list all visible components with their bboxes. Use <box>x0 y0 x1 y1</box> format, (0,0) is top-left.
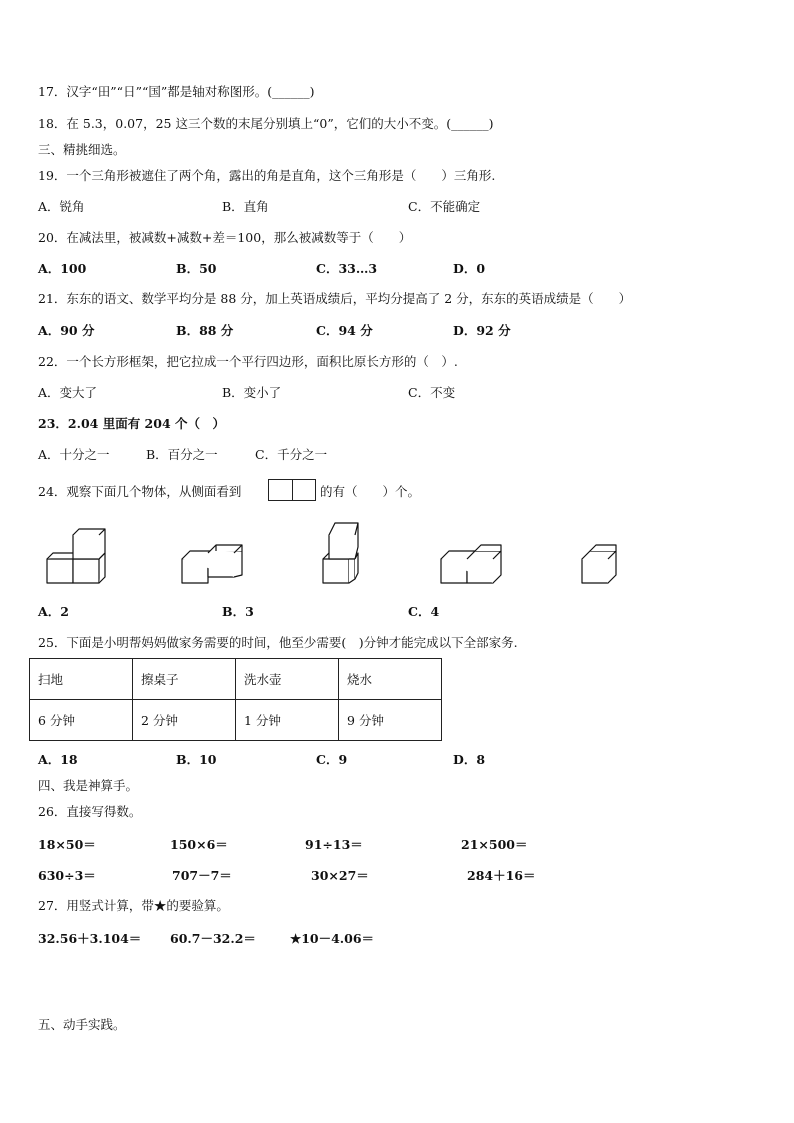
question-18: 18．在 5.3，0.07，25 这三个数的末尾分别填上“0”，它们的大小不变。(______) <box>38 116 494 131</box>
question-22-stem: 22．一个长方形框架，把它拉成一个平行四边形，面积比原长方形的（ ）. <box>38 354 458 369</box>
q20-option-c[interactable]: C．33…3 <box>316 261 378 276</box>
q25-option-c[interactable]: C．9 <box>316 752 348 767</box>
q27-item-1: 32.56＋3.104＝ <box>38 931 142 946</box>
q25-option-b[interactable]: B．10 <box>176 752 217 767</box>
section-3-heading: 三、精挑细选。 <box>38 142 126 157</box>
question-24-stem-after: 的有（ ）个。 <box>320 484 421 499</box>
cube-figure-5 <box>582 545 616 583</box>
q25-option-a[interactable]: A．18 <box>38 752 78 767</box>
question-24-stem-before: 24．观察下面几个物体，从侧面看到 <box>38 484 242 499</box>
table-row <box>30 659 442 700</box>
question-21-stem: 21．东东的语文、数学平均分是 88 分，加上英语成绩后，平均分提高了 2 分，东东的英语成绩是（ ） <box>38 291 632 306</box>
cube-figure-1 <box>47 529 105 583</box>
q26-item-1: 18×50＝ <box>38 837 96 852</box>
q23-option-c[interactable]: C．千分之一 <box>255 447 328 462</box>
q21-option-c[interactable]: C．94 分 <box>316 323 373 338</box>
table-cell: 2 分钟 <box>133 700 236 741</box>
side-view-two-squares-figure <box>268 479 316 501</box>
q26-item-7: 30×27＝ <box>311 868 369 883</box>
q21-option-b[interactable]: B．88 分 <box>176 323 234 338</box>
q19-option-a[interactable]: A．锐角 <box>38 199 85 214</box>
q26-item-8: 284＋16＝ <box>467 868 536 883</box>
section-5-heading: 五、动手实践。 <box>38 1017 126 1032</box>
q26-item-6: 707－7＝ <box>172 868 232 883</box>
q25-option-d[interactable]: D．8 <box>453 752 486 767</box>
q24-option-b[interactable]: B．3 <box>222 604 254 619</box>
q24-option-a[interactable]: A．2 <box>38 604 69 619</box>
table-header-cell: 擦桌子 <box>133 659 236 700</box>
q27-item-2: 60.7－32.2＝ <box>170 931 256 946</box>
cube-figure-2 <box>182 545 242 583</box>
question-27-stem: 27．用竖式计算，带★的要验算。 <box>38 898 229 913</box>
q19-option-c[interactable]: C．不能确定 <box>408 199 481 214</box>
table-header-cell: 洗水壶 <box>236 659 339 700</box>
q19-option-b[interactable]: B．直角 <box>222 199 269 214</box>
q24-option-c[interactable]: C．4 <box>408 604 440 619</box>
table-header-cell: 烧水 <box>339 659 442 700</box>
q26-item-5: 630÷3＝ <box>38 868 96 883</box>
table-cell: 6 分钟 <box>30 700 133 741</box>
question-20-stem: 20．在减法里，被减数+减数+差＝100，那么被减数等于（ ） <box>38 230 412 245</box>
cube-figure-4 <box>441 545 501 583</box>
q27-item-3: ★10－4.06＝ <box>290 931 375 946</box>
q20-option-d[interactable]: D．0 <box>453 261 486 276</box>
q21-option-a[interactable]: A．90 分 <box>38 323 95 338</box>
section-4-heading: 四、我是神算手。 <box>38 778 139 793</box>
cube-figures <box>0 515 794 590</box>
q26-item-4: 21×500＝ <box>461 837 528 852</box>
table-header-cell: 扫地 <box>30 659 133 700</box>
q26-item-3: 91÷13＝ <box>305 837 363 852</box>
q26-item-2: 150×6＝ <box>170 837 228 852</box>
q20-option-a[interactable]: A．100 <box>38 261 87 276</box>
q22-option-c[interactable]: C．不变 <box>408 385 456 400</box>
q21-option-d[interactable]: D．92 分 <box>453 323 511 338</box>
question-23-stem: 23．2.04 里面有 204 个（ ） <box>38 416 225 431</box>
cube-figure-3 <box>323 523 358 583</box>
question-25-stem: 25．下面是小明帮妈妈做家务需要的时间，他至少需要( )分钟才能完成以下全部家务. <box>38 635 518 650</box>
q20-option-b[interactable]: B．50 <box>176 261 217 276</box>
question-19-stem: 19．一个三角形被遮住了两个角，露出的角是直角，这个三角形是（ ）三角形. <box>38 168 496 183</box>
question-17: 17．汉字“田”“日”“国”都是轴对称图形。(______) <box>38 84 315 99</box>
table-cell: 9 分钟 <box>339 700 442 741</box>
q23-option-a[interactable]: A．十分之一 <box>38 447 110 462</box>
chores-time-table <box>29 658 442 741</box>
table-row <box>30 700 442 741</box>
table-cell: 1 分钟 <box>236 700 339 741</box>
q22-option-a[interactable]: A．变大了 <box>38 385 98 400</box>
q23-option-b[interactable]: B．百分之一 <box>146 447 218 462</box>
question-26-stem: 26．直接写得数。 <box>38 804 142 819</box>
q22-option-b[interactable]: B．变小了 <box>222 385 282 400</box>
